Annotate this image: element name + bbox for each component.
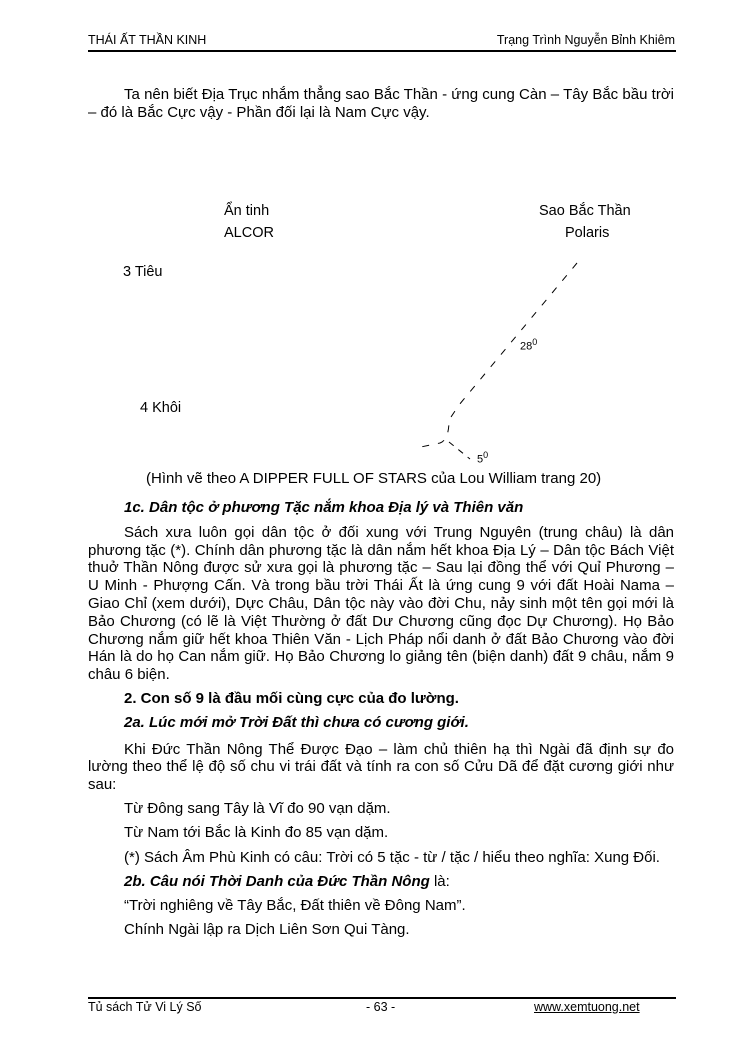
branch-dashed-line xyxy=(449,442,470,459)
line-dong-tay: Từ Đông sang Tây là Vĩ đo 90 vạn dặm. xyxy=(124,799,391,817)
page-number: - 63 - xyxy=(366,1000,396,1014)
heading-2a: 2a. Lúc mới mở Trời Đất thì chưa có cương giới. xyxy=(124,713,469,731)
header-title: THÁI ẤT THẦN KINH xyxy=(88,33,207,47)
body-content xyxy=(88,499,674,939)
figure-caption: (Hình vẽ theo A DIPPER FULL OF STARS của Lou William trang 20) xyxy=(146,470,602,487)
heading-2b-row xyxy=(88,873,674,891)
footer-series: Tủ sách Tử Vi Lý Số xyxy=(88,1000,202,1014)
label-alcor: ALCOR xyxy=(224,225,274,241)
line-nam-bac: Từ Nam tới Bắc là Kinh đo 85 vạn dặm. xyxy=(124,823,389,841)
heading-1c: 1c. Dân tộc ở phương Tặc nắm khoa Địa lý và Thiên văn xyxy=(124,499,524,516)
angle-value: 5 xyxy=(477,453,484,466)
footer-rule xyxy=(88,997,676,999)
footer-link[interactable]: www.xemtuong.net xyxy=(534,1000,640,1014)
dipper-diagram xyxy=(0,0,744,500)
degree-mark: 0 xyxy=(483,450,489,460)
intro-paragraph: Ta nên biết Địa Trục nhắm thẳng sao Bắc Thần - ứng cung Càn – Tây Bắc bầu trời – đó là Bắc Cực vậy - Phần đối lại là Nam Cực vậy. xyxy=(88,86,674,121)
label-khoi: 4 Khôi xyxy=(140,400,182,416)
paragraph-1c: Sách xưa luôn gọi dân tộc ở đối xung với Trung Nguyên (trung châu) là dân phương tặc (*). Chính dân phương tặc là dân nắm hết khoa Địa Lý – Dân tộc Bách Việt thuở Thần Nông được sử xưa gọi là phương tặc – Sau lại đồng thể với Quỉ Phương – U Minh - Phượng Cấn. Và trong bầu trời Thái Ất là ứng cung 9 với đất Hoài Nama – Giao Chỉ (xem dưới), Dực Châu, Dân tộc này vào đời Chu, nảy sinh một tên gọi mới là Bảo Chương (có lẽ là Việt Thường ở đất Dư Chương cũng đọc Dự Chương). Họ Bảo Chương nắm giữ hết khoa Thiên Văn - Lịch Pháp nổi danh ở đất Bảo Chương vào đời Hán là do họ Can nắm giữ. Họ Bảo Chương lo giảng tên (biện danh) đất 9 châu, nắm 9 châu 6 biện. xyxy=(88,523,674,684)
degree-mark: 0 xyxy=(532,337,538,347)
label-tieu: 3 Tiêu xyxy=(123,264,163,280)
closing-line: Chính Ngài lập ra Dịch Liên Sơn Qui Tàng. xyxy=(124,920,410,938)
label-polaris: Polaris xyxy=(565,225,610,241)
axis-dashed-line xyxy=(416,263,577,448)
label-polaris-vn: Sao Bắc Thần xyxy=(539,203,631,219)
paragraph-2a: Khi Đức Thần Nông Thể Được Đạo – làm chủ thiên hạ thì Ngài đã định sự đo lường theo thể lệ độ số chu vi trái đất và tính ra con số Cửu Dã để đặt cương giới như sau: xyxy=(88,740,674,794)
heading-2b-suffix: là: xyxy=(429,873,450,891)
heading-2: 2. Con số 9 là đầu mối cùng cực của đo lường. xyxy=(124,689,459,707)
quote: “Trời nghiêng về Tây Bắc, Đất thiên về Đông Nam”. xyxy=(124,897,466,915)
header-author: Trạng Trình Nguyễn Bỉnh Khiêm xyxy=(496,33,675,47)
angle-value: 28 xyxy=(520,340,533,353)
heading-2b: 2b. Câu nói Thời Danh của Đức Thần Nông xyxy=(124,873,430,891)
label-alcor-vn: Ẩn tinh xyxy=(224,203,270,219)
footnote: (*) Sách Âm Phù Kinh có câu: Trời có 5 tặc - từ / tặc / hiểu theo nghĩa: Xung Đối. xyxy=(124,848,660,866)
